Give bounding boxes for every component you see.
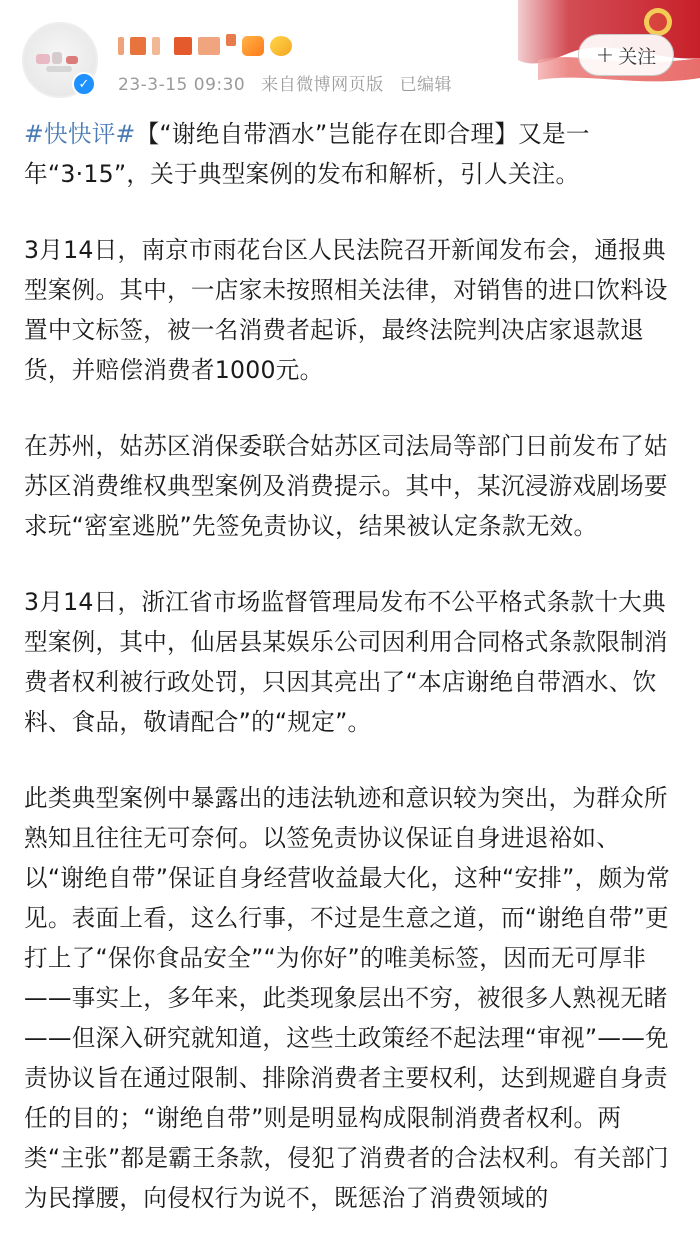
paragraph-4: 3月14日，浙江省市场监督管理局发布不公平格式条款十大典型案例，其中，仙居县某娱乐公司因利用合同格式条款限制消费者权利被行政处罚，只因其亮出了“本店谢绝自带酒水、饮料、食品，敬请配合”的“规定”。 [24, 588, 668, 736]
paragraph-1 [24, 114, 676, 194]
post-meta [118, 70, 462, 95]
paragraph-1-text: 【“谢绝自带酒水”岂能存在即合理】又是一年“3·15”，关于典型案例的发布和解析，引人关注。 [24, 120, 590, 188]
plus-icon: + [595, 42, 615, 68]
fan-badge-icon [270, 36, 292, 56]
post-edited[interactable]: 已编辑 [399, 75, 453, 95]
avatar-container[interactable] [22, 22, 98, 98]
paragraph-5: 此类典型案例中暴露出的违法轨迹和意识较为突出，为群众所熟知且往往无可奈何。以签免责协议保证自身进退裕如、以“谢绝自带”保证自身经营收益最大化，这种“安排”，颇为常见。表面上看，这么行事，不过是生意之道，而“谢绝自带”更打上了“保你食品安全”“为你好”的唯美标签，因而无可厚非——事实上，多年来，此类现象层出不穷，被很多人熟视无睹——但深入研究就知道，这些土政策经不起法理“审视”——免责协议旨在通过限制、排除消费者主要权利，达到规避自身责任的目的；“谢绝自带”则是明显构成限制消费者权利。两类“主张”都是霸王条款，侵犯了消费者的合法权利。有关部门为民撑腰，向侵权行为说不，既惩治了消费领域的 [24, 784, 670, 1212]
verified-badge-icon: ✓ [72, 72, 96, 96]
paragraph-2: 3月14日，南京市雨花台区人民法院召开新闻发布会，通报典型案例。其中，一店家未按照相关法律，对销售的进口饮料设置中文标签，被一名消费者起诉，最终法院判决店家退款退货，并赔偿消费者1000元。 [24, 236, 668, 384]
member-badge-icon [242, 36, 264, 56]
topic-link[interactable]: #快快评# [24, 120, 136, 148]
post-header [0, 0, 700, 110]
post-timestamp: 23-3-15 09:30 [118, 75, 246, 95]
post-source: 来自微博网页版 [261, 75, 384, 95]
username-redacted[interactable] [118, 34, 292, 58]
post-body [24, 114, 676, 1254]
follow-button-label: 关注 [618, 45, 657, 68]
paragraph-3: 在苏州，姑苏区消保委联合姑苏区司法局等部门日前发布了姑苏区消费维权典型案例及消费提示。其中，某沉浸游戏剧场要求玩“密室逃脱”先签免责协议，结果被认定条款无效。 [24, 432, 668, 540]
follow-button[interactable] [578, 34, 674, 76]
